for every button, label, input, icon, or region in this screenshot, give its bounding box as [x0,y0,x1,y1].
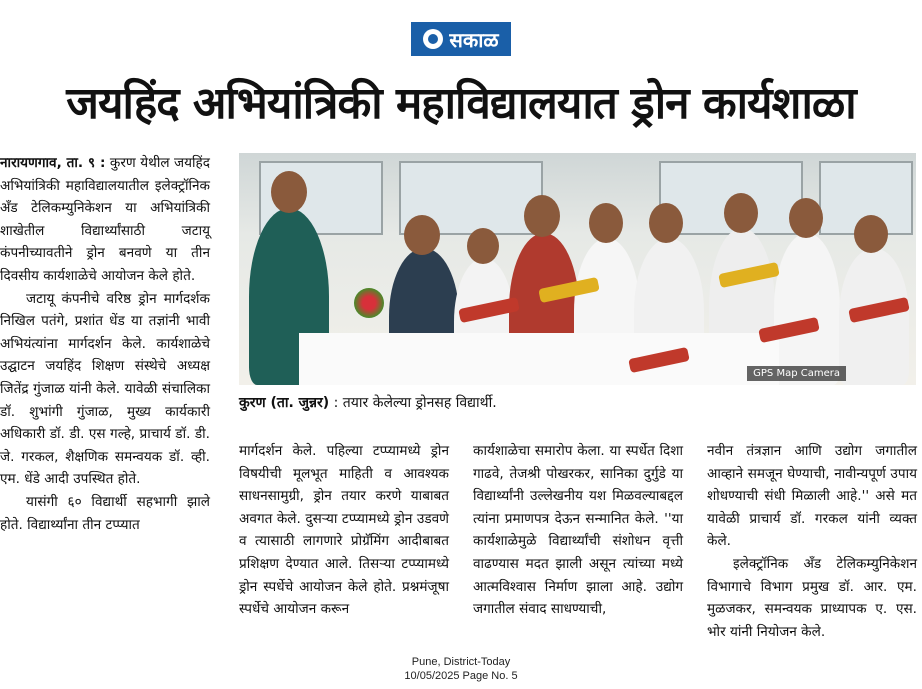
column-3-text: कार्यशाळेचा समारोप केला. या स्पर्धेत दिशा गाढवे, तेजश्री पोखरकर, सानिका दुर्गुडे या विद्यार्थ्यांनी उल्लेखनीय यश मिळवल्याबद्दल त्यांना प्रमाणपत्र देऊन सन्मानित केले. ''या कार्यशाळेमुळे विद्यार्थ्यांची संशोधन वृत्ती वाढण्यास मदत झाली असून त्यांच्या मध्ये आत्मविश्वास निर्माण झाला आहे. उद्योग जगातील संवाद साधण्याची, [473,443,683,618]
footer-date-page: 10/05/2025 Page No. 5 [404,670,518,682]
column-3 [473,440,683,621]
masthead-logo [411,22,511,56]
column-4-para-1: नवीन तंत्रज्ञान आणि उद्योग जगातील आव्हाने समजून घेण्याची, नावीन्यपूर्ण उपाय शोधण्याची संधी मिळाली आहे.'' असे मत यावेळी प्राचार्य डॉ. गरकल यांनी व्यक्त केले. [707,443,917,550]
page-footer [0,655,922,683]
column-1 [0,152,210,536]
column-4 [707,440,917,643]
dateline: नारायणगाव, ता. ९ : [0,155,106,171]
flower-vase-icon [354,288,384,318]
masthead-name: सकाळ [449,27,499,52]
news-photo [239,153,916,385]
sakal-logo-icon [423,29,443,49]
photo-caption [239,392,497,414]
column-4-para-2: इलेक्ट्रॉनिक अँड टेलिकम्युनिकेशन विभागाचे विभाग प्रमुख डॉ. आर. एम. मुळजकर, समन्वयक प्राध्यापक ए. एस. भोर यांनी नियोजन केले. [707,555,917,640]
footer-edition: Pune, District-Today [411,656,511,668]
column-1-para-2: जटायू कंपनीचे वरिष्ठ ड्रोन मार्गदर्शक निखिल पतंगे, प्रशांत धेंड या तज्ञांनी भावी अभियंत्यांना मार्गदर्शन केले. कार्यशाळेचे उद्घाटन जयहिंद शिक्षण संस्थेचे अध्यक्ष जितेंद्र गुंजाळ यांनी केले. यावेळी संचालिका डॉ. शुभांगी गुंजाळ, मुख्य कार्यकारी अधिकारी डॉ. डी. एस गल्हे, प्राचार्य डॉ. डी. जे. गरकल, शैक्षणिक समन्वयक डॉ. व्ही. एम. धेंडे आदी उपस्थित होते. [0,290,210,488]
column-1-para-3: यासंगी ६० विद्यार्थी सहभागी झाले होते. विद्यार्थ्यांना तीन टप्प्यात [0,493,210,533]
headline: जयहिंद अभियांत्रिकी महाविद्यालयात ड्रोन कार्यशाळा [66,78,856,129]
column-2-text: मार्गदर्शन केले. पहिल्या टप्प्यामध्ये ड्रोन विषयीची मूलभूत माहिती व आवश्यक साधनसामुग्री, ड्रोन तयार करणे याबाबत अवगत केले. दुसऱ्या टप्प्यामध्ये ड्रोन उडवणे व त्यासाठी लागणारे प्रोग्रॅमिंग आदीबाबत प्रशिक्षण देण्यात आले. तिसऱ्या टप्प्यामध्ये ड्रोन स्पर्धेचे आयोजन केले होते. प्रश्नमंजूषा स्पर्धेचे आयोजन करून [239,443,449,618]
column-1-para-1 [0,152,210,288]
caption-text: : तयार केलेल्या ड्रोनसह विद्यार्थी. [329,395,497,411]
column-1-para-1-text: कुरण येथील जयहिंद अभियांत्रिकी महाविद्यालयातील इलेक्ट्रॉनिक अँड टेलिकम्युनिकेशन या अभियांत्रिकी शाखेतील विद्यार्थ्यांसाठी जटायू कंपनीच्यावतीने ड्रोन बनवणे या तीन दिवसीय कार्यशाळेचे आयोजन केले होते. [0,155,210,284]
column-2 [239,440,449,621]
photo-stamp: GPS Map Camera [747,366,846,381]
caption-place: कुरण (ता. जुन्नर) [239,395,330,411]
